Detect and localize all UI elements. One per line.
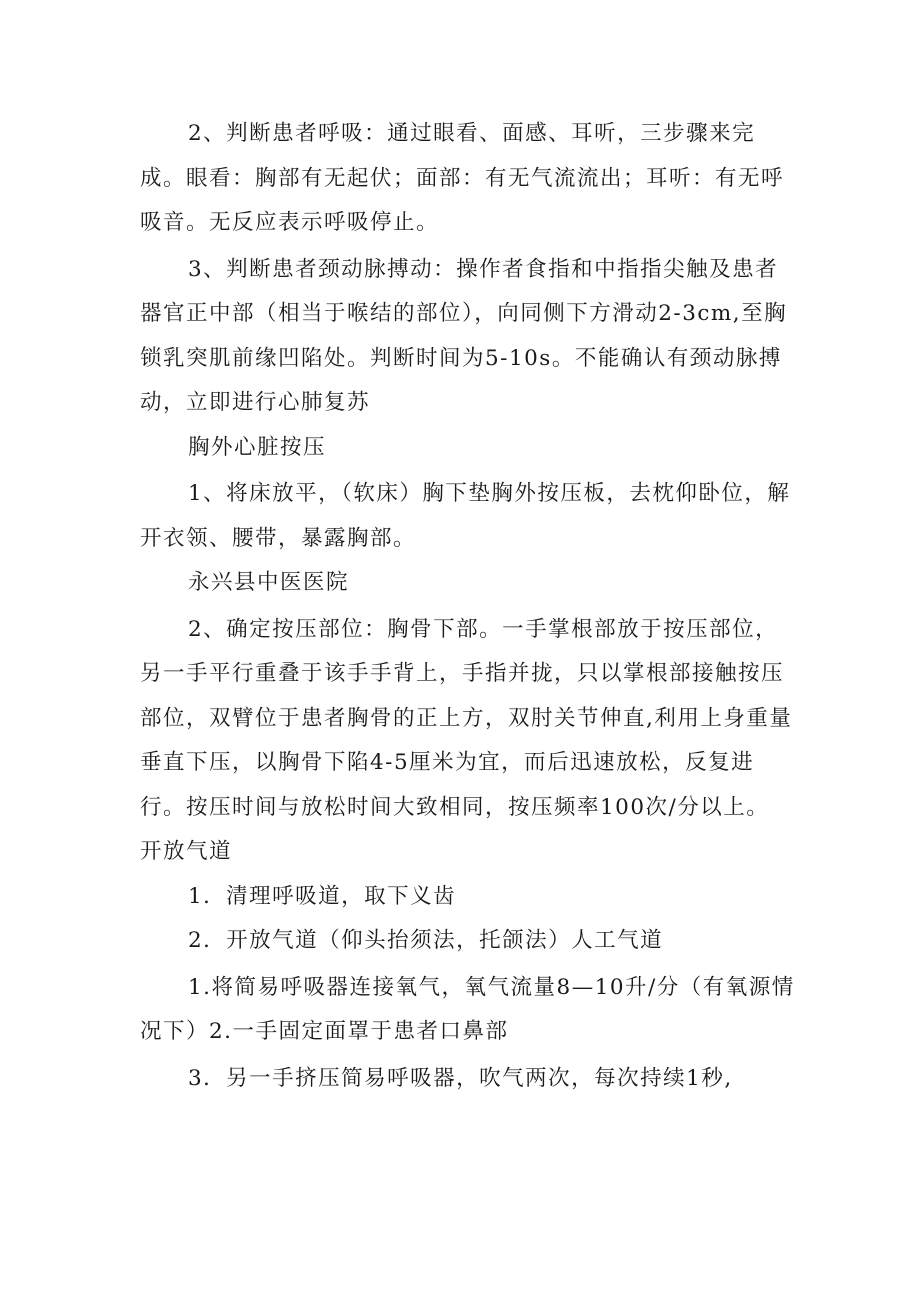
paragraph-open-airway-method: 2．开放气道（仰头抬须法，托颌法）人工气道 xyxy=(188,928,664,953)
document-body xyxy=(140,112,800,1101)
paragraph-carotid-pulse: 3、判断患者颈动脉搏动：操作者食指和中指指尖触及患者器官正中部（相当于喉结的部位），向同侧下方滑动2-3cm,至胸锁乳突肌前缘凹陷处。判断时间为5-10s。不能确认有颈动脉搏动，立即进行心肺复苏 xyxy=(140,256,788,415)
section-heading-chest-compression: 胸外心脏按压 xyxy=(188,434,327,460)
paragraph-compression-position: 2、确定按压部位：胸骨下部。一手掌根部放于按压部位，另一手平行重叠于该手手背上，手指并拢，只以掌根部接触按压部位，双臂位于患者胸骨的正上方，双肘关节伸直,利用上身重量垂直下压，以胸骨下陷4-5厘米为宜，而后迅速放松，反复进行。按压时间与放松时间大致相同，按压频率100次/分以上。 xyxy=(140,616,793,820)
section-heading-open-airway: 开放气道 xyxy=(140,839,233,864)
paragraph-breathing-check: 2、判断患者呼吸：通过眼看、面感、耳听，三步骤来完成。眼看：胸部有无起伏；面部：有无气流流出；耳听：有无呼吸音。无反应表示呼吸停止。 xyxy=(140,121,785,235)
paragraph-clear-airway: 1．清理呼吸道，取下义齿 xyxy=(188,883,457,909)
paragraph-resuscitator-oxygen: 1.将简易呼吸器连接氧气，氧气流量8—10升/分（有氧源情况下）2.一手固定面罩于患者口鼻部 xyxy=(140,974,795,1044)
hospital-name: 永兴县中医医院 xyxy=(188,570,350,595)
paragraph-bed-preparation: 1、将床放平，（软床）胸下垫胸外按压板，去枕仰卧位，解开衣领、腰带，暴露胸部。 xyxy=(140,481,791,551)
paragraph-resuscitator-squeeze: 3．另一手挤压简易呼吸器，吹气两次，每次持续1秒, xyxy=(188,1065,733,1091)
